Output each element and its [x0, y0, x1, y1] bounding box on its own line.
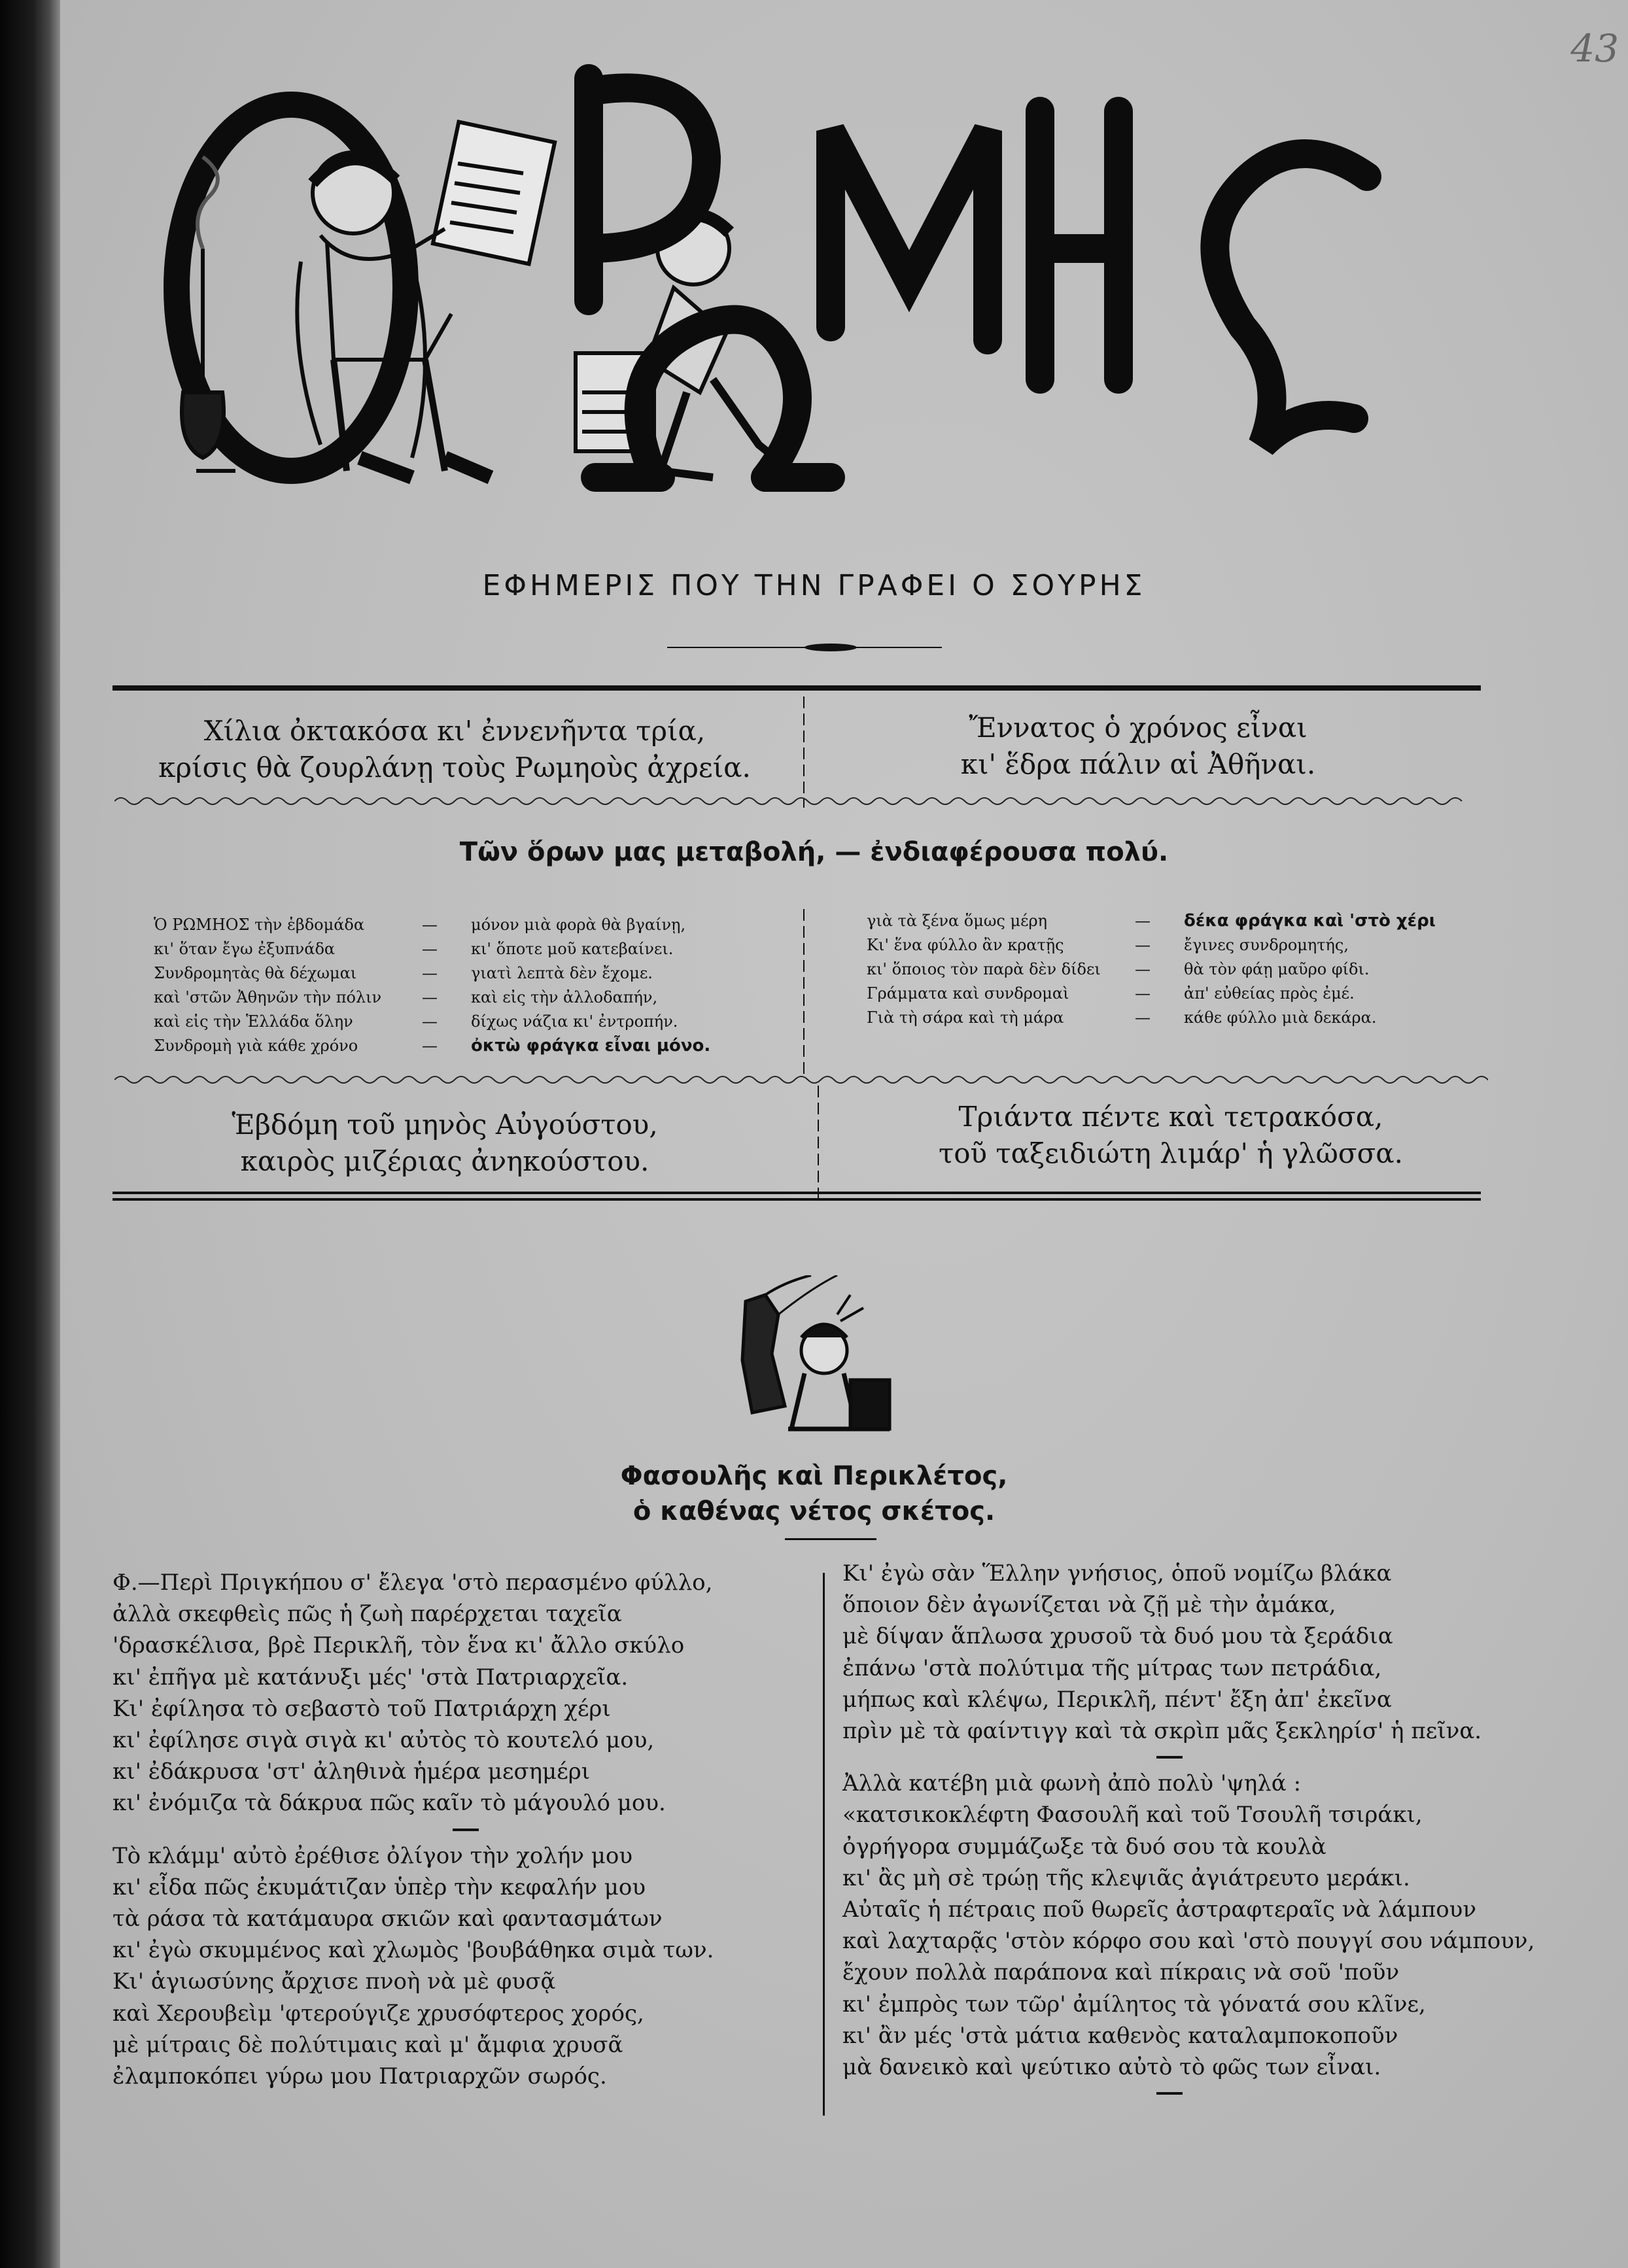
poem-line: Κι' ἁγιωσύνης ἄρχισε πνοὴ νὰ μὲ φυσᾷ	[113, 1968, 556, 1995]
page-number: 43	[1570, 26, 1619, 71]
terms-dash: —	[422, 988, 438, 1006]
poem-line: κι' εἶδα πῶς ἐκυμάτιζαν ὑπὲρ τὴν κεφαλήν μου	[113, 1874, 646, 1900]
bottom-rule	[113, 1192, 1481, 1194]
terms-cell: Γράμματα καὶ συνδρομαὶ	[867, 984, 1069, 1003]
poem-line: μὲ δίψαν ἅπλωσα χρυσοῦ τὰ δυό μου τὰ ξεράδια	[842, 1623, 1393, 1650]
terms-cell: δίχως νάζια κι' ἐντροπήν.	[471, 1012, 678, 1031]
terms-dash: —	[1135, 912, 1151, 930]
poem-line: ὀγρήγορα συμμάζωξε τὰ δυό σου τὰ κουλὰ	[842, 1833, 1326, 1860]
terms-cell: Κι' ἕνα φύλλο ἂν κρατῇς	[867, 936, 1064, 954]
terms-cell-bold: δέκα φράγκα καὶ 'στὸ χέρι	[1184, 911, 1436, 931]
poem-line: ἐπάνω 'στὰ πολύτιμα τῆς μίτρας των πετράδια,	[842, 1655, 1382, 1681]
poem-line: μὰ δανεικὸ καὶ ψεύτικο αὐτὸ τὸ φῶς των εἶναι.	[842, 2054, 1381, 2081]
poem-line: κι' ἂν μές 'στὰ μάτια καθενὸς καταλαμποκοποῦν	[842, 2022, 1398, 2049]
stanza-separator	[1156, 2092, 1183, 2095]
terms-right	[867, 909, 1436, 1030]
title-underline	[785, 1538, 876, 1540]
poem-line: 'δρασκέλισα, βρὲ Περικλῆ, τὸν ἕνα κι' ἄλλο σκύλο	[113, 1632, 685, 1659]
masthead-logo	[137, 52, 1413, 510]
terms-cell: καὶ εἰς τὴν Ἑλλάδα ὅλην	[154, 1012, 353, 1031]
poem-line: «κατσικοκλέφτη Φασουλῆ καὶ τοῦ Τσουλῆ τσιράκι,	[842, 1802, 1423, 1829]
couplet-line: κι' ἕδρα πάλιν αἱ Ἀθῆναι.	[960, 748, 1316, 780]
terms-cell: καὶ 'στῶν Ἀθηνῶν τὴν πόλιν	[154, 988, 382, 1006]
terms-cell: μόνον μιὰ φορὰ θὰ βγαίνῃ,	[471, 916, 686, 934]
vertical-divider	[802, 696, 806, 808]
poem-line: τὰ ράσα τὰ κατάμαυρα σκιῶν καὶ φαντασμάτων	[113, 1906, 663, 1933]
couplet-line: τοῦ ταξειδιώτη λιμάρ' ἡ γλῶσσα.	[939, 1137, 1403, 1169]
terms-dash: —	[1135, 984, 1151, 1003]
terms-cell: κι' ὅταν ἔγω ἐξυπνάδα	[154, 940, 336, 958]
terms-row	[154, 1034, 710, 1058]
poem-line: κι' ἐνόμιζα τὰ δάκρυα πῶς καῖν τὸ μάγουλό μου.	[113, 1790, 666, 1817]
poem-line: μήπως καὶ κλέψω, Περικλῆ, πέντ' ἔξη ἀπ' ἐκεῖνα	[842, 1686, 1392, 1713]
terms-cell: γιατὶ λεπτὰ δὲν ἔχομε.	[471, 964, 653, 982]
poem-line: Ἀλλὰ κατέβη μιὰ φωνὴ ἀπὸ πολὺ 'ψηλά :	[842, 1770, 1302, 1797]
terms-cell: Συνδρομὴ γιὰ κάθε χρόνο	[154, 1037, 358, 1055]
poem-left-column	[113, 1567, 714, 2092]
terms-dash: —	[422, 964, 438, 982]
terms-dash: —	[422, 940, 438, 958]
vertical-divider	[802, 909, 806, 1079]
book-spine	[0, 0, 60, 2268]
terms-cell: ἀπ' εὐθείας πρὸς ἐμέ.	[1184, 984, 1355, 1003]
terms-row	[154, 937, 710, 961]
terms-cell: κι' ὅποτε μοῦ κατεβαίνει.	[471, 940, 674, 958]
date-couplet	[196, 1107, 693, 1180]
poem-title	[0, 1458, 1628, 1529]
wavy-divider	[114, 1071, 1488, 1088]
terms-row	[154, 913, 710, 937]
terms-row	[867, 909, 1436, 933]
masthead-subtitle: ΕΦΗΜΕΡΙΣ ΠΟΥ ΤΗΝ ΓΡΑΦΕΙ Ο ΣΟΥΡΗΣ	[482, 569, 1146, 602]
terms-row	[867, 982, 1436, 1006]
couplet-line: Χίλια ὀκτακόσα κι' ἐννενῆντα τρία,	[203, 715, 706, 747]
stanza-separator	[1156, 1756, 1183, 1759]
stanza-separator	[453, 1829, 479, 1831]
terms-title: Τῶν ὅρων μας μεταβολή, — ἐνδιαφέρουσα πολύ.	[459, 837, 1169, 867]
poem-line: καὶ Χερουβεὶμ 'φτερούγιζε χρυσόφτερος χορός,	[113, 2000, 644, 2027]
poem-line: ἀλλὰ σκεφθεὶς πῶς ἡ ζωὴ παρέρχεται ταχεῖα	[113, 1601, 622, 1628]
ornament-divider	[667, 641, 942, 654]
terms-cell-bold: ὀκτὼ φράγκα εἶναι μόνο.	[471, 1036, 711, 1056]
couplet-line: Τριάντα πέντε καὶ τετρακόσα,	[958, 1101, 1383, 1133]
terms-cell: Γιὰ τὴ σάρα καὶ τὴ μάρα	[867, 1008, 1064, 1027]
couplet-line: καιρὸς μιζέριας ἀνηκούστου.	[240, 1145, 649, 1177]
terms-dash: —	[422, 1012, 438, 1031]
poem-line: μὲ μίτραις δὲ πολύτιμαις καὶ μ' ἄμφια χρυσᾶ	[113, 2031, 623, 2058]
terms-cell: Συνδρομητὰς θὰ δέχωμαι	[154, 964, 357, 982]
terms-row	[154, 961, 710, 986]
wavy-divider	[114, 793, 1488, 810]
terms-dash: —	[1135, 936, 1151, 954]
terms-dash: —	[1135, 1008, 1151, 1027]
terms-dash: —	[1135, 960, 1151, 978]
terms-cell: κάθε φύλλο μιὰ δεκάρα.	[1184, 1008, 1377, 1027]
terms-left	[154, 913, 710, 1058]
vertical-divider	[816, 1086, 820, 1200]
poem-line: ἐλαμποκόπει γύρω μου Πατριαρχῶν σωρός.	[113, 2063, 607, 2090]
poem-line: Κι' ἐγὼ σὰν Ἕλλην γνήσιος, ὁποῦ νομίζω βλάκα	[842, 1560, 1392, 1587]
top-rule	[113, 685, 1481, 691]
poem-right-column	[842, 1558, 1534, 2104]
terms-row	[154, 986, 710, 1010]
terms-cell: Ὁ ΡΩΜΗΟΣ τὴν ἑβδομάδα	[154, 916, 365, 934]
couplet-line: Ἔννατος ὁ χρόνος εἶναι	[969, 712, 1308, 744]
terms-cell: ἔγινες συνδρομητής,	[1184, 936, 1349, 954]
poem-line: κι' ἐφίλησε σιγὰ σιγὰ κι' αὐτὸς τὸ κουτελό μου,	[113, 1727, 655, 1754]
poem-line: κι' ἂς μὴ σὲ τρώῃ τῆς κλεψιᾶς ἀγιάτρευτο μεράκι.	[842, 1864, 1410, 1891]
poem-line: κι' ἐμπρὸς των τῶρ' ἀμίλητος τὰ γόνατά σου κλῖνε,	[842, 1991, 1426, 2018]
terms-row	[867, 1006, 1436, 1030]
terms-cell: θὰ τὸν φάῃ μαῦρο φίδι.	[1184, 960, 1370, 978]
terms-cell: κι' ὅποιος τὸν παρὰ δὲν δίδει	[867, 960, 1101, 978]
poem-line: ὅποιον δὲν ἀγωνίζεται νὰ ζῇ μὲ τὴν ἀμάκα,	[842, 1592, 1336, 1619]
poem-line: κι' ἐγὼ σκυμμένος καὶ χλωμὸς 'βουβάθηκα σιμὰ των.	[113, 1937, 714, 1964]
poem-line: καὶ λαχταρᾷς 'στὸν κόρφο σου καὶ 'στὸ πουγγί σου νάμπουν,	[842, 1928, 1535, 1955]
poem-line: ἔχουν πολλὰ παράπονα καὶ πίκραις νὰ σοῦ 'ποῦν	[842, 1959, 1400, 1986]
poem-line: Τὸ κλάμμ' αὐτὸ ἐρέθισε ὀλίγον τὴν χολήν μου	[113, 1842, 633, 1869]
terms-row	[154, 1010, 710, 1034]
couplet-line: κρίσις θὰ ζουρλάνῃ τοὺς Ρωμηοὺς ἀχρεία.	[158, 751, 751, 783]
poem-line: κι' ἐδάκρυσα 'στ' ἀληθινὰ ἡμέρα μεσημέρι	[113, 1759, 591, 1785]
poem-line: Αὐταῖς ἡ πέτραις ποῦ θωρεῖς ἀστραφτεραῖς νὰ λάμπουν	[842, 1897, 1476, 1923]
poem-line: Κι' ἐφίλησα τὸ σεβαστὸ τοῦ Πατριάρχη χέρι	[113, 1695, 611, 1722]
poem-line: κι' ἐπῆγα μὲ κατάνυξι μές' 'στὰ Πατριαρχεῖα.	[113, 1664, 629, 1691]
year-couplet	[144, 713, 765, 786]
poem-title-line: Φασουλῆς καὶ Περικλέτος,	[620, 1461, 1008, 1491]
terms-row	[867, 957, 1436, 982]
poem-line: Φ.—Περὶ Πριγκήπου σ' ἔλεγα 'στὸ περασμένο φύλλο,	[113, 1570, 713, 1596]
terms-row	[867, 933, 1436, 957]
fasoulis-periklitos-illustration	[726, 1275, 916, 1432]
poem-title-line: ὁ καθένας νέτος σκέτος.	[632, 1496, 996, 1526]
bottom-rule	[113, 1198, 1481, 1201]
poem-line: πρὶν μὲ τὰ φαίντιγγ καὶ τὰ σκρὶπ μᾶς ξεκληρίσ' ἡ πεῖνα.	[842, 1718, 1482, 1745]
terms-dash: —	[422, 1037, 438, 1055]
edition-couplet	[870, 710, 1406, 783]
terms-cell: γιὰ τὰ ξένα ὅμως μέρη	[867, 912, 1047, 930]
terms-dash: —	[422, 916, 438, 934]
couplet-line: Ἑβδόμη τοῦ μηνὸς Αὐγούστου,	[232, 1108, 658, 1141]
issue-couplet	[929, 1099, 1413, 1172]
column-divider	[823, 1573, 825, 2116]
terms-cell: καὶ εἰς τὴν ἀλλοδαπήν,	[471, 988, 658, 1006]
